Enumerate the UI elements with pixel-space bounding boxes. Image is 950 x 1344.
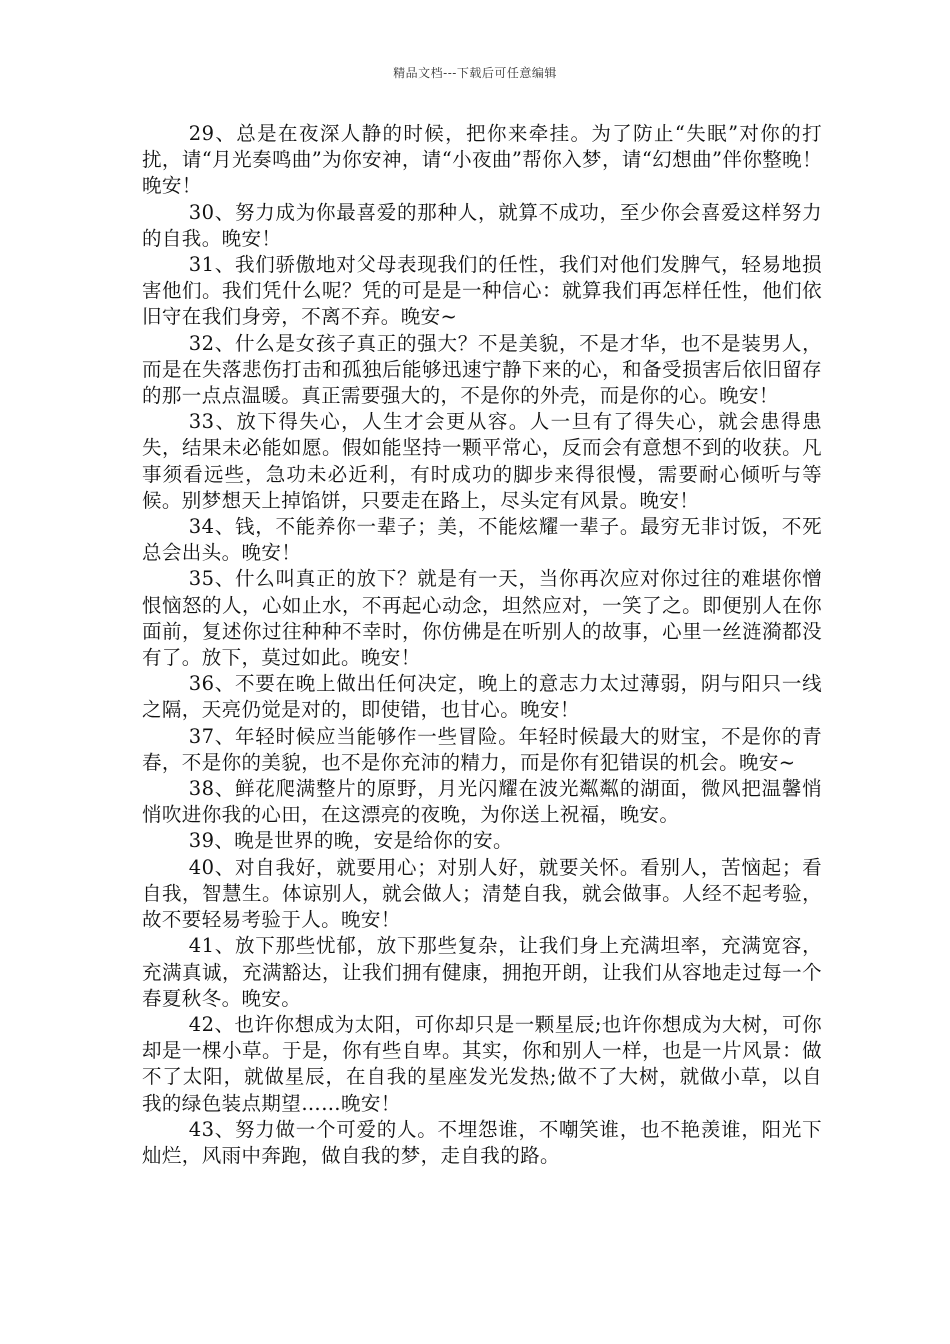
paragraph-39: 39、晚是世界的晚，安是给你的安。 (188, 829, 513, 853)
page-header: 精品文档---下载后可任意编辑 (393, 66, 557, 80)
paragraph-32: 32、什么是女孩子真正的强大？不是美貌，不是才华，也不是装男人，而是在失落悲伤打击和孤独后能够迅速宁静下来的心，和备受损害后依旧留存的那一点点温暖。真正需要强大的，不是你的外壳，而是你的心。晚安！ (142, 331, 822, 408)
paragraph-42: 42、也许你想成为太阳，可你却只是一颗星辰;也许你想成为大树，可你却是一棵小草。于是，你有些自卑。其实，你和别人一样，也是一片风景：做不了太阳，就做星辰，在自我的星座发光发热;做不了大树，就做小草，以自我的绿色装点期望……晚安！ (142, 1012, 822, 1115)
document-body (142, 121, 822, 1169)
paragraph-36: 36、不要在晚上做出任何决定，晚上的意志力太过薄弱，阴与阳只一线之隔，天亮仍觉是对的，即使错，也甘心。晚安！ (142, 672, 822, 722)
paragraph-30: 30、努力成为你最喜爱的那种人，就算不成功，至少你会喜爱这样努力的自我。晚安！ (142, 200, 822, 250)
paragraph-34: 34、钱，不能养你一辈子；美，不能炫耀一辈子。最穷无非讨饭，不死总会出头。晚安！ (142, 515, 822, 565)
paragraph-38: 38、鲜花爬满整片的原野，月光闪耀在波光粼粼的湖面，微风把温馨悄悄吹进你我的心田，在这漂亮的夜晚，为你送上祝福，晚安。 (142, 777, 822, 827)
paragraph-37: 37、年轻时候应当能够作一些冒险。年轻时候最大的财宝，不是你的青春，不是你的美貌，也不是你充沛的精力，而是你有犯错误的机会。晚安~ (142, 724, 822, 774)
paragraph-33: 33、放下得失心，人生才会更从容。人一旦有了得失心，就会患得患失，结果未必能如愿。假如能坚持一颗平常心，反而会有意想不到的收获。凡事须看远些，急功未必近利，有时成功的脚步来得很慢，需要耐心倾听与等候。别梦想天上掉馅饼，只要走在路上，尽头定有风景。晚安！ (142, 410, 822, 512)
paragraph-35: 35、什么叫真正的放下？就是有一天，当你再次应对你过往的难堪你憎恨恼怒的人，心如止水，不再起心动念，坦然应对，一笑了之。即便别人在你面前，复述你过往种种不幸时，你仿佛是在听别人的故事，心里一丝涟漪都没有了。放下，莫过如此。晚安！ (142, 567, 822, 670)
paragraph-29: 29、总是在夜深人静的时候，把你来牵挂。为了防止“失眠”对你的打扰，请“月光奏鸣曲”为你安神，请“小夜曲”帮你入梦，请“幻想曲”伴你整晚！晚安！ (142, 122, 822, 198)
paragraph-43: 43、努力做一个可爱的人。不埋怨谁，不嘲笑谁，也不艳羡谁，阳光下灿烂，风雨中奔跑，做自我的梦，走自我的路。 (142, 1117, 822, 1167)
paragraph-40: 40、对自我好，就要用心；对别人好，就要关怀。看别人，苦恼起；看自我，智慧生。体谅别人，就会做人；清楚自我，就会做事。人经不起考验，故不要轻易考验于人。晚安！ (142, 855, 822, 932)
paragraph-41: 41、放下那些忧郁，放下那些复杂，让我们身上充满坦率，充满宽容，充满真诚，充满豁达，让我们拥有健康，拥抱开朗，让我们从容地走过每一个春夏秋冬。晚安。 (142, 934, 822, 1010)
paragraph-31: 31、我们骄傲地对父母表现我们的任性，我们对他们发脾气，轻易地损害他们。我们凭什么呢？凭的可是是一种信心：就算我们再怎样任性，他们依旧守在我们身旁，不离不弃。晚安~ (142, 253, 822, 329)
